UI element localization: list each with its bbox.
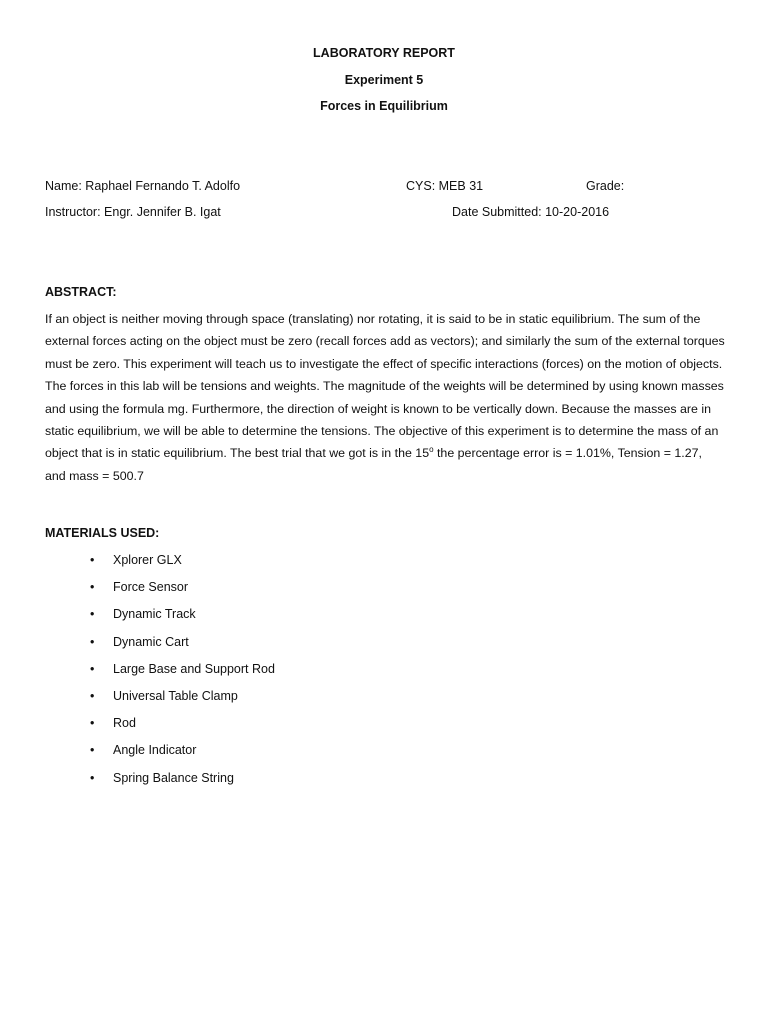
bullet-icon: • <box>90 661 95 676</box>
material-name: Dynamic Cart <box>113 634 189 649</box>
experiment-title: Forces in Equilibrium <box>320 99 448 113</box>
material-name: Angle Indicator <box>113 743 197 758</box>
materials-list-item <box>45 742 275 769</box>
materials-list-item <box>45 552 275 579</box>
abstract-paragraph <box>45 308 725 487</box>
abstract-heading: ABSTRACT: <box>45 285 117 299</box>
material-name: Large Base and Support Rod <box>113 661 275 676</box>
bullet-icon: • <box>90 553 95 567</box>
abstract-text-part1: If an object is neither moving through space (translating) nor rotating, it is said to be in static equilibrium. The sum of the external forces acting on the object must be zero (recall forces add as vectors); and similarly the sum of the external torques must be zero. This experiment will teach us to investigate the effect of specific interactions (forces) on the motion of objects. The forces in this lab will be tensions and weights. The magnitude of the weights will be determined by using known masses and using the formula mg. Furthermore, the direction of weight is known to be vertically down. Because the masses are in static equilibrium, we will be able to determine the tensions. The objective of this experiment is to determine the mass of an object that is in static equilibrium. The best trial that we got is in the 15 <box>45 312 725 461</box>
report-header <box>0 45 768 125</box>
info-row-instructor <box>45 204 725 220</box>
material-name: Xplorer GLX <box>113 553 182 567</box>
materials-list-item <box>45 770 275 797</box>
experiment-number: Experiment 5 <box>344 72 424 87</box>
material-name: Dynamic Track <box>113 607 196 622</box>
info-row-name <box>45 178 725 194</box>
instructor-name: Instructor: Engr. Jennifer B. Igat <box>45 205 221 219</box>
degree-superscript: o <box>429 445 434 455</box>
materials-list-item <box>45 634 275 661</box>
abstract-text-part2: the percentage error is = 1.01%, Tension = 1.27, and mass = 500.7 <box>45 446 702 483</box>
materials-list-item <box>45 661 275 688</box>
materials-list-item <box>45 606 275 633</box>
bullet-icon: • <box>90 634 95 649</box>
bullet-icon: • <box>90 770 95 785</box>
materials-list-item <box>45 579 275 606</box>
materials-list <box>45 552 275 797</box>
grade-field: Grade: <box>586 179 625 193</box>
bullet-icon: • <box>90 607 95 622</box>
material-name: Spring Balance String <box>113 770 234 785</box>
material-name: Universal Table Clamp <box>113 688 238 703</box>
bullet-icon: • <box>90 743 95 758</box>
bullet-icon: • <box>90 716 95 731</box>
materials-heading: MATERIALS USED: <box>45 526 160 540</box>
report-title: LABORATORY REPORT <box>313 46 455 60</box>
material-name: Force Sensor <box>113 580 189 595</box>
material-name: Rod <box>113 716 136 731</box>
bullet-icon: • <box>90 688 95 703</box>
date-submitted: Date Submitted: 10-20-2016 <box>452 205 610 219</box>
cys-field: CYS: MEB 31 <box>406 179 484 193</box>
materials-list-item <box>45 688 275 715</box>
student-name: Name: Raphael Fernando T. Adolfo <box>45 179 241 193</box>
materials-list-item <box>45 715 275 742</box>
bullet-icon: • <box>90 580 95 595</box>
